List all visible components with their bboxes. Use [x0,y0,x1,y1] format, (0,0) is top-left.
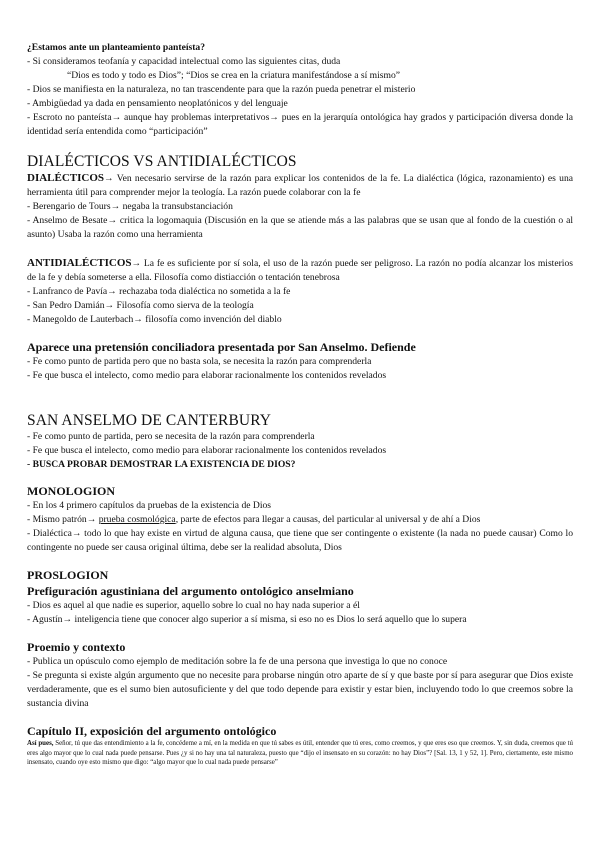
list-item: - Manegoldo de Lauterbach→ filosofía como invención del diablo [27,314,282,325]
prueba-cosmologica-text: prueba cosmológica [98,514,176,525]
quote-lead: Así pues, [27,740,56,747]
list-item: - Se pregunta si existe algún argumento que no necesite para probarse ningún otro aparte de sí y que baste por sí para asegurar que Dios existe verdaderamente, que es el sumo bien autosuficiente y del que todo depende para existir y estar bien, incluyendo todo lo que creemos sobre la sustancia divina [27,670,573,709]
list-item: - Dios es aquel al que nadie es superior, aquello sobre lo cual no hay nada superior a él [27,600,360,611]
antidialecticos-paragraph [27,256,573,285]
section-title-proslogion: PROSLOGION [27,568,109,582]
list-item-bold: - BUSCA PROBAR DEMOSTRAR LA EXISTENCIA DE DIOS? [27,459,296,470]
antidialecticos-lead-text: → La fe es suficiente por sí sola, el uso de la razón puede ser peligroso. La razón no podía alcanzar los misterios de la fe y debía someterse a ella. Filosofía como distiacción o tentación tenebrosa [27,258,573,283]
quote-text: Señor, tú que das entendimiento a la fe, concédeme a mí, en la medida en que tú sabes es útil, entender que tú eres, como creemos, y que eres eso que creemos. Y, sin duda, creemos que tú eres algo mayor que lo cual nada puede pensarse. Pues ¿y si no hay una tal naturaleza, puesto que “dijo el insensato en su corazón: no hay Dios”? [Sal. 13, 1 y 52, 1]. Pero, ciertamente, este mismo insensato, cuando oye esto mismo que digo: “algo mayor que lo cual nada puede pensarse” [27,740,573,767]
list-item: - San Pedro Damián→ Filosofía como sierva de la teología [27,300,254,311]
list-item: - Fe como punto de partida, pero se necesita de la razón para comprenderla [27,431,315,442]
capitulo-quote [27,739,573,768]
antidialecticos-lead: ANTIDIALÉCTICOS [27,257,132,269]
proemio-heading: Proemio y contexto [27,640,126,654]
intro-bullet: - Dios se manifiesta en la naturaleza, no tan trascendente para que la razón pueda penetrar el misterio [27,84,416,95]
list-item: - Lanfranco de Pavía→ rechazaba toda dialéctica no sometida a la fe [27,286,291,297]
capitulo-heading: Capítulo II, exposición del argumento ontológico [27,724,277,738]
section-title-anselmo: SAN ANSELMO DE CANTERBURY [27,412,272,429]
dialecticos-paragraph [27,171,573,200]
list-item: - En los 4 primero capítulos da pruebas de la existencia de Dios [27,500,272,511]
item-prefix: - Mismo patrón→ [27,514,99,525]
section-title-dialecticos: DIALÉCTICOS VS ANTIDIALÉCTICOS [27,153,297,170]
list-item: - Fe que busca el intelecto, como medio para elaborar racionalmente los contenidos revelados [27,445,387,456]
intro-heading: ¿Estamos ante un planteamiento panteísta? [27,42,206,53]
item-suffix: , parte de efectos para llegar a causas, del particular al universal y de ahí a Dios [175,514,481,525]
dialecticos-lead-text: → Ven necesario servirse de la razón para explicar los contenidos de la fe. La dialéctica (lógica, razonamiento) es una herramienta útil para comprender mejor la teología. La razón puede colaborar con la fe [27,173,573,198]
conciliadora-heading: Aparece una pretensión conciliadora presentada por San Anselmo. Defiende [27,340,416,354]
intro-quote: “Dios es todo y todo es Dios”; “Dios se crea en la criatura manifestándose a sí mismo” [67,70,401,81]
list-item: - Fe como punto de partida pero que no basta sola, se necesita la razón para comprenderla [27,356,372,367]
list-item: - Fe que busca el intelecto, como medio para elaborar racionalmente los contenidos revelados [27,370,387,381]
list-item: - Publica un opúsculo como ejemplo de meditación sobre la fe de una persona que investiga lo que no conoce [27,656,448,667]
section-title-monologion: MONOLOGION [27,484,116,498]
intro-bullet: - Si consideramos teofanía y capacidad intelectual como las siguientes citas, duda [27,56,341,67]
list-item: - Berengario de Tours→ negaba la transubstanciación [27,201,233,212]
list-item [27,513,573,527]
intro-bullet: - Ambigüedad ya dada en pensamiento neoplatónicos y del lenguaje [27,98,288,109]
list-item: - Anselmo de Besate→ critica la logomaquia (Discusión en la que se atiende más a las palabras que se usan que al fondo de la cuestión o al asunto) Usaba la razón como una herramienta [27,215,573,240]
intro-bullet: - Escroto no panteísta→ aunque hay problemas interpretativos→ pues en la jerarquía ontológica hay grados y participación diversa donde la identidad sería entendida como “participación” [27,112,573,137]
dialecticos-lead: DIALÉCTICOS [27,172,105,184]
list-item: - Dialéctica→ todo lo que hay existe en virtud de alguna causa, que tiene que ser contingente o existente (la nada no puede causar) Como lo contingente no puede ser causa original última, debe ser la realidad absoluta, Dios [27,528,573,553]
list-item: - Agustín→ inteligencia tiene que conocer algo superior a sí misma, si eso no es Dios lo será aquello que lo supera [27,614,467,625]
proslogion-subheading: Prefiguración agustiniana del argumento ontológico anselmiano [27,584,354,598]
